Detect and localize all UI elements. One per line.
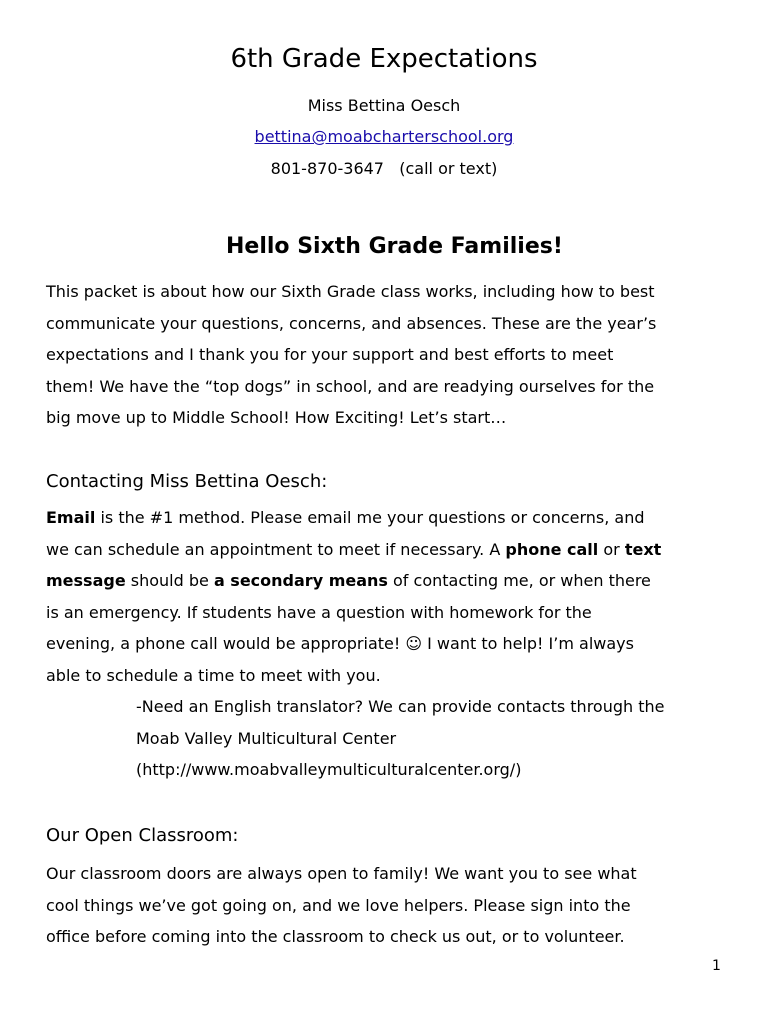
contact-text: should be	[125, 571, 214, 590]
classroom-line: Our classroom doors are always open to family! We want you to see what	[46, 864, 637, 883]
translator-url: (http://www.moabvalleymulticulturalcenter.org/)	[136, 760, 522, 779]
translator-line: -Need an English translator? We can provide contacts through the	[136, 697, 665, 716]
message-label: message	[46, 571, 126, 590]
intro-line: them! We have the “top dogs” in school, and are readying ourselves for the	[46, 376, 655, 396]
classroom-heading: Our Open Classroom:	[46, 825, 239, 846]
email-method-label: Email	[46, 508, 96, 527]
email-line	[0, 127, 768, 146]
contact-text: or	[598, 539, 625, 559]
translator-line: Moab Valley Multicultural Center	[136, 728, 397, 748]
secondary-means-label: a secondary means	[213, 571, 388, 590]
translator-note	[136, 691, 736, 786]
contact-line	[46, 534, 736, 566]
email-link[interactable]: bettina@moabcharterschool.org	[254, 127, 514, 146]
text-label: text	[624, 539, 662, 559]
intro-line: expectations and I thank you for your support and best efforts to meet	[46, 345, 614, 364]
contact-line	[46, 565, 736, 597]
intro-paragraph	[46, 276, 736, 434]
intro-line: This packet is about how our Sixth Grade class works, including how to best	[46, 282, 655, 301]
classroom-line: office before coming into the classroom to check us out, or to volunteer.	[46, 927, 625, 946]
page-number: 1	[712, 958, 721, 974]
document-title: 6th Grade Expectations	[230, 44, 538, 74]
greeting-heading: Hello Sixth Grade Families!	[226, 234, 563, 259]
contact-line: evening, a phone call would be appropriate! ☺ I want to help! I’m always	[46, 634, 634, 653]
contact-paragraph	[46, 502, 736, 691]
contact-line	[46, 502, 736, 534]
classroom-paragraph	[46, 858, 736, 953]
classroom-line: cool things we’ve got going on, and we love helpers. Please sign into the	[46, 895, 631, 915]
teacher-name: Miss Bettina Oesch	[307, 96, 461, 115]
contact-line: able to schedule a time to meet with you.	[46, 665, 381, 685]
intro-line: big move up to Middle School! How Exciting! Let’s start…	[46, 408, 507, 427]
phone-line: 801-870-3647 (call or text)	[270, 159, 498, 178]
contact-text: is the #1 method. Please email me your questions or concerns, and	[95, 508, 645, 527]
contact-heading: Contacting Miss Bettina Oesch:	[46, 471, 328, 492]
contact-text: of contacting me, or when there	[387, 571, 651, 590]
phone-call-label: phone call	[505, 539, 599, 559]
contact-line: is an emergency. If students have a question with homework for the	[46, 602, 592, 622]
intro-line: communicate your questions, concerns, and absences. These are the year’s	[46, 313, 657, 333]
contact-text: we can schedule an appointment to meet if necessary. A	[46, 539, 506, 559]
